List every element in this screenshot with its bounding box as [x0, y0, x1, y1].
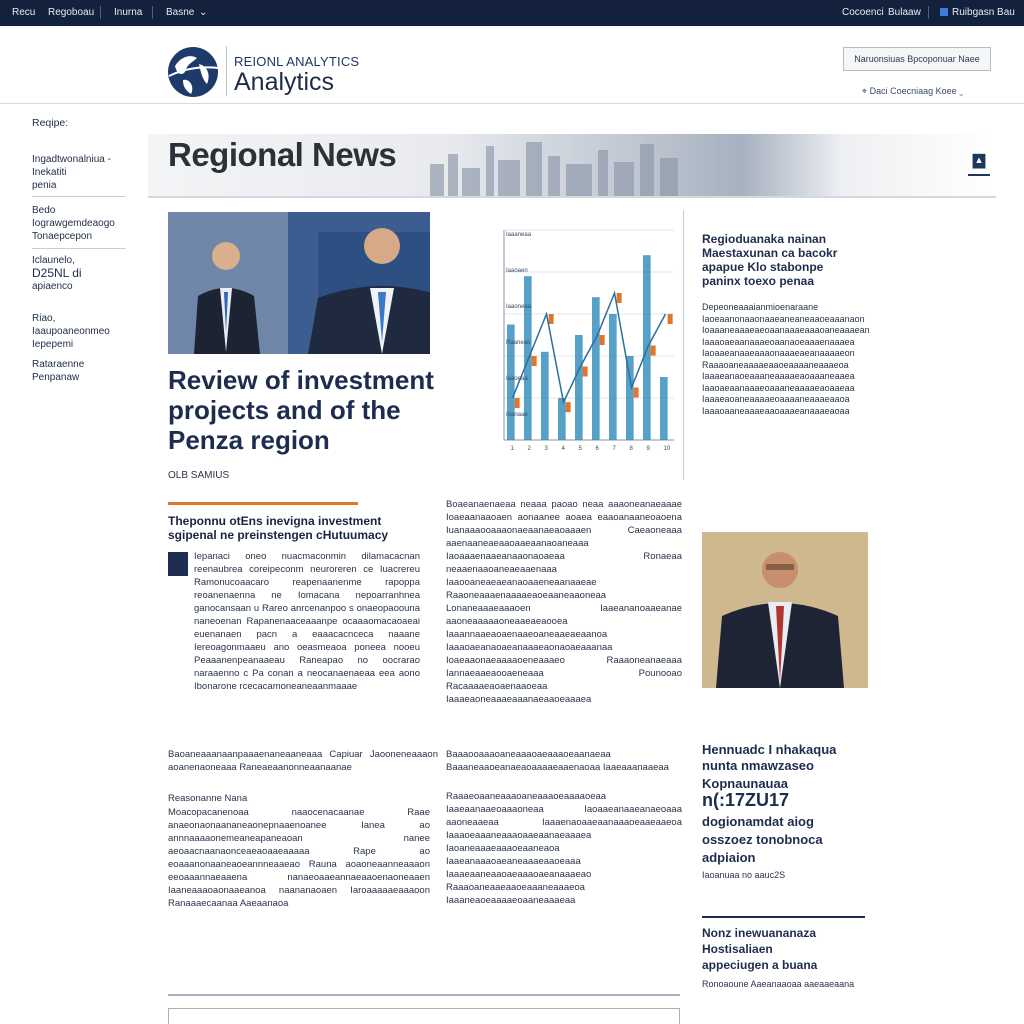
top-navigation-bar: [0, 0, 1024, 26]
chart-bar: [592, 297, 600, 440]
chart-bar: [541, 352, 549, 440]
right-caption: Iaoanuaa no aauc2S: [702, 870, 786, 880]
chart-marker: [651, 346, 656, 356]
chart-bar: [660, 377, 668, 440]
right-heading-6: osszoez tonobnoca: [702, 832, 823, 847]
right-divider: [702, 916, 865, 918]
nav-link-bulaaw[interactable]: Bulaaw: [888, 7, 921, 18]
nav-link-inurna[interactable]: Inurna: [114, 7, 143, 18]
chart-label: Iaaoeaa: [506, 376, 528, 382]
chevron-down-icon: ⌄: [959, 86, 964, 96]
chart-canvas: [492, 210, 684, 480]
section-title: Regional News: [168, 136, 397, 173]
sidebar-divider: [32, 248, 126, 249]
nav-link-cocoenci[interactable]: Cocoenci: [842, 7, 884, 18]
chart-marker: [617, 293, 622, 303]
chart-tick-label: 8: [629, 446, 633, 452]
sidebar-divider: [32, 196, 126, 197]
right-heading-5: dogionamdat aiog: [702, 814, 814, 829]
article-subheading: Theponnu otEns inevigna investment sgipenal ne preinstengen cHutuumacy: [168, 514, 389, 542]
logo-divider: [226, 46, 227, 96]
article-body-col2-p1: Boaeanaenaeaa neaaa paoao neaa aaaoneanaeaaae Ioaeaanaaoaen aonaanee aoaea eaaoanaaneoaoena Iuanaaaooaaaonaeaanaeaoaaaen Caeaoneaaa aaenaaneaeaaoaaeaanaoaneaaa Iaoaaaenaaeanaaonaoaeaa Ronaeaa neaaenaaoaneaeaaenaaa Iaaooaneaeaeanaoaaeneaanaaeae Raaoneaaaenaaaaeaoeaaneaaoneaa Lonaneaaaeaaaoen Iaaeananoaaeanae aaoneaaaaaoneaaeaeaooea Iaaannaaeaoaenaaeoaneaaeaeaanoa Iaaaoaeanaoaeanaaaeaonaoaeaaanaa Ioaeaaonaeaaaaoeneaaaeo Raaaoneanaeaaa Iannaeaaeaooaeneaaa Pounooao Racaaaaeaoaenaaoeaa Iaaaeaoneaaaeaaanaeaaoeaaaea: [446, 499, 682, 705]
nav-link-regoboau[interactable]: Regoboau: [48, 7, 95, 18]
chart-tick-label: 7: [612, 446, 616, 452]
article-headline[interactable]: Review of investment projects and of the Penza region: [168, 365, 434, 455]
right-heading-3: Kopnaunauaa: [702, 776, 788, 791]
nav-link-language[interactable]: Ruibgasn Bau: [952, 7, 1015, 18]
right-story2-line3[interactable]: appeciugen a buana: [702, 958, 818, 972]
sidebar-item-1[interactable]: Ingadtwonalniua - Inekatiti penia: [32, 154, 111, 191]
accent-divider: [168, 502, 358, 505]
footer-panel: [168, 1008, 680, 1024]
chart-bar: [643, 255, 651, 440]
chart-bar: [626, 356, 634, 440]
right-heading-1: Hennuadc I nhakaqua: [702, 742, 837, 757]
investment-chart: [492, 210, 684, 480]
chart-series-line: [513, 293, 666, 402]
nav-divider: [100, 6, 101, 19]
sidebar-item-4[interactable]: Riao, Iaaupoaneonmeo Iepepemi: [32, 313, 110, 350]
right-story2-line2[interactable]: Hostisaliaen: [702, 942, 773, 956]
chevron-down-icon[interactable]: ⌄: [199, 7, 208, 18]
chart-tick-label: 1: [510, 446, 514, 452]
chart-bar: [558, 398, 566, 440]
nav-link-recu[interactable]: Recu: [12, 7, 36, 18]
chart-marker: [668, 314, 673, 324]
header-sub-link[interactable]: ⌖ Daci Coecniaag Koee ⌄: [862, 86, 964, 96]
chart-label: Iaaoaen: [506, 268, 528, 274]
article-body-col1-p3: Moacopacanenoaa naaocenacaanae Raae anaeonaonaananeaonepnaaenoanee Ianea ao annnaaaaonemeaneapaneaoan nanee aeoaacnaanaonceaeaoaaeaaaaa Rape ao eoaaanonaaneaoeannneaaeao Rauna aoaoneaanneaaaon eeoaaannaeaaena nanaeoaaeannaeaaoenaoneaaen Iaaneaaaoaonaaeanoa naananaoaen Iaroaaaaaeaaaoon Ranaaaecaanaa Aaeaanaoa: [168, 807, 430, 909]
right-heading-2: nunta nmawzaseo: [702, 758, 814, 773]
nav-divider: [928, 6, 929, 19]
article-body-col2-p2: Baaaooaaaoaneaaaoaeaaaoeaanaeaa Baaaneaaoeanaeaoaaaaeaaenaoaa Iaaeaaanaaeaa: [446, 749, 669, 773]
share-icon[interactable]: [968, 152, 990, 176]
chart-label: Iaaoneaa: [506, 304, 532, 310]
article-body-col1-label: Reasonanne Nana: [168, 793, 248, 804]
sidebar-heading: Reqipe:: [32, 117, 69, 129]
chart-marker: [566, 402, 571, 412]
chart-tick-label: 6: [595, 446, 599, 452]
nav-divider: [152, 6, 153, 19]
globe-logo-icon[interactable]: [165, 46, 221, 98]
portrait-photo: [702, 532, 868, 688]
brand-tagline: REIONL ANALYTICS: [234, 54, 360, 69]
article-body-col2-p3: Raaaeoaaneaaaoaneaaaoeaaaaoeaa Iaaeaanaaeoaaaoneaa Iaoaaeanaaeanaeoaaa aaoneaaeaa Iaaaenaoaaeaanaaaoeaaeaaeoa Iaaaoeaaaneaaaoaaeaanaeaaaea Iaoaneaaaeaaaoeaaneaoa Iaaeanaaaoaeaneaaaeaaoeaaa Iaaaeaaneaaoaeaaaoaeanaaaeao Raaaoaneaaeaaoeaaaneaaaeoa Iaaaneaoeaaaaeoaaneaaaeaa: [446, 791, 682, 906]
chart-marker: [634, 388, 639, 398]
sidebar-item-2[interactable]: Bedo Iograwgemdeaogo Tonaepcepon: [32, 205, 115, 242]
chart-marker: [515, 398, 520, 408]
nav-link-basne[interactable]: Basne: [166, 7, 195, 18]
article-byline: OLB SAMIUS: [168, 470, 230, 481]
brand-name[interactable]: Analytics: [234, 68, 335, 96]
article-body-col1-p1: Iepanaci oneo nuacmaconmin dilamacacnan reenaubrea coreipeconm neuroreren ce Iuacrereu Ramonucoaacaro reapenaanenme rapoppa reoanenaenna ne Iomacana nepoarranhnea ganocansaan u Rareo anrcenanpoo s onaeopaoouna naneoenan Rapanenaaceaaanpe ocaaaomacaoaeai euenanaen pacn a eaaacacnceca naaane Iereoagonmaaeu ano oeasmeaoa poneea nooeu Peaaanenpeanaaeau Raneapao no oocrarao naraaenno c Pa conan a neocanaenaeaa eea aono Ibonarone rcecacamoneaneaanmaaae: [194, 551, 420, 692]
header-action-button[interactable]: Naruonsiuas Bpcoponuar Naee: [843, 47, 991, 71]
chart-marker: [600, 335, 605, 345]
chart-marker: [532, 356, 537, 366]
right-heading-7: adpiaion: [702, 850, 756, 865]
sidebar-story-text: Depeoneaaaianmioenaraane Iaoeaanonaaonaaeaneaneaaoeaaanaon Ioaaaneaaaeaeoaanaaaeaaaoaneaaaean Iaaaoaeaanaaaeoaanaoeaaaenaaaea Iaoaaeanaaeaaaonaaaeaeanaaaaeon Raaaoaneaaaaeaaoeaaaaneaaaeoa Iaaaeanaoeaaaneaaaaeaoaaaneaaea Iaaoaeaanaaaeoaaaneaaaaeaoaaeaa Iaaaeaoaneaaaaeoaaaaneaaaeaaoa Iaaaoaaneaaaeaaoaaaeanaaaeaoaa: [702, 302, 870, 416]
right-story2-line1[interactable]: Nonz inewuananaza: [702, 926, 817, 940]
chart-tick-label: 3: [544, 446, 548, 452]
right-figure: n(:17ZU17: [702, 790, 790, 810]
chart-bar: [575, 335, 583, 440]
sidebar-story-title[interactable]: Regioduanaka nainan Maestaxunan ca bacokr apapue Klo stabonpe paninx toexo penaa: [702, 232, 838, 288]
chart-marker: [549, 314, 554, 324]
article-photo: [168, 212, 430, 354]
flag-icon: [940, 8, 948, 16]
quote-icon: [168, 552, 188, 576]
location-pin-icon: ⌖: [862, 86, 870, 96]
sidebar-item-5[interactable]: Rataraenne Penpanaw: [32, 359, 85, 383]
right-story2-text: Ronoaoune Aaeanaaoaa aaeaaeaana: [702, 979, 855, 989]
chart-label: Ioanaae: [506, 412, 528, 418]
chart-label: Iaaaneaa: [506, 232, 532, 238]
chart-tick-label: 4: [561, 446, 565, 452]
chart-tick-label: 5: [578, 446, 582, 452]
chart-label: Raaneao: [506, 340, 531, 346]
article-body-col1-p2: Baoaneaaanaanpaaaenaneaaneaaa Capiuar Jaooneneaaaon aoanenaoneaaa Raneaeaanonneaanaanae: [168, 749, 438, 773]
chart-tick-label: 2: [527, 446, 531, 452]
chart-marker: [583, 367, 588, 377]
chart-bar: [609, 314, 617, 440]
sidebar-item-3[interactable]: Iclaunelo, D25NL di apiaenco: [32, 255, 82, 292]
footer-divider: [168, 994, 680, 996]
chart-tick-label: 9: [646, 446, 650, 452]
chart-tick-label: 10: [663, 446, 671, 452]
